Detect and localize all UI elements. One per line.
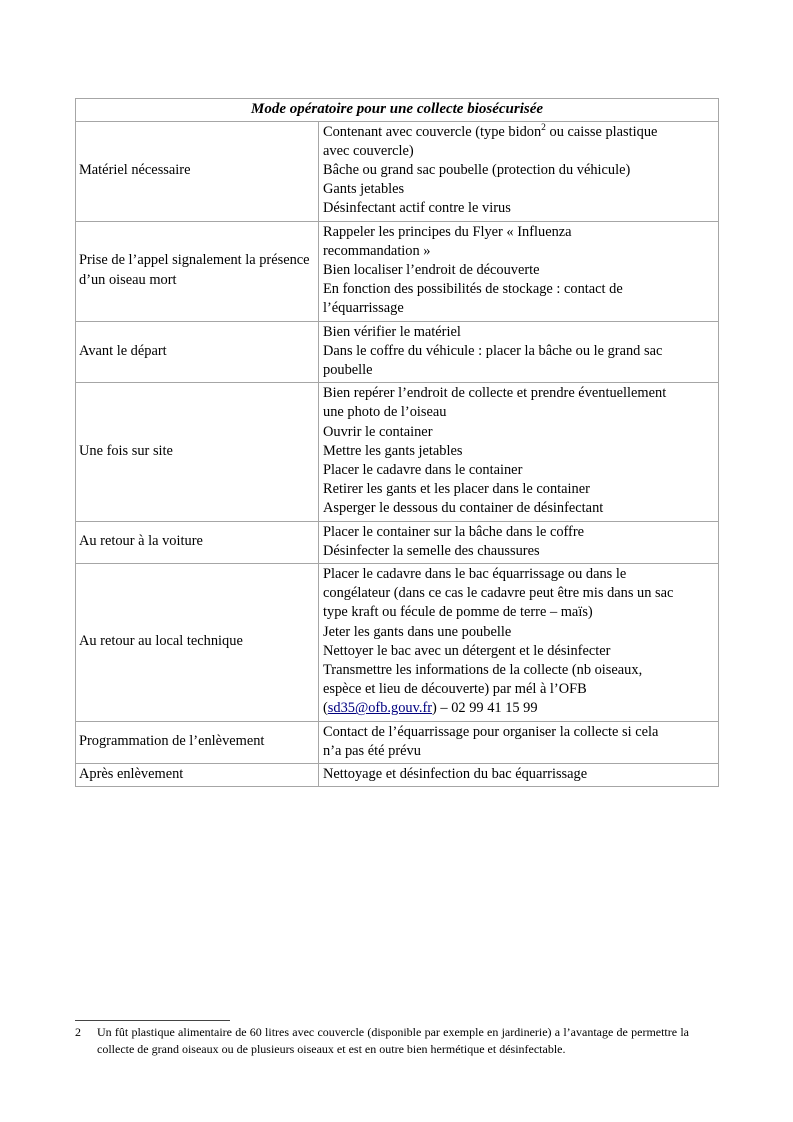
table-row [76,383,719,521]
content-line [323,384,714,403]
text-segment: congélateur (dans ce cas le cadavre peut être mis dans un sac [323,585,674,602]
step-label: Programmation de l’enlèvement [76,721,319,763]
table-row [76,721,719,763]
content-line [323,480,714,499]
text-segment: Bien localiser l’endroit de découverte [323,261,540,278]
text-segment: recommandation » [323,242,431,259]
text-segment: Placer le cadavre dans le bac équarrissage ou dans le [323,565,627,582]
step-label: Après enlèvement [76,764,319,787]
text-segment: En fonction des possibilités de stockage : contact de [323,281,623,298]
content-line [323,323,714,342]
table-row [76,121,719,221]
text-segment: Désinfectant actif contre le virus [323,200,511,217]
table-row [76,563,719,721]
text-segment: Contenant avec couvercle (type bidon [323,123,542,140]
content-line [323,765,714,784]
step-label: Une fois sur site [76,383,319,521]
step-content [319,764,719,787]
content-line [323,242,714,261]
text-segment: Rappeler les principes du Flyer « Influenza [323,223,572,240]
text-segment: Dans le coffre du véhicule : placer la bâche ou le grand sac [323,342,663,359]
text-segment: Désinfecter la semelle des chaussures [323,542,540,559]
content-line [323,142,714,161]
content-line [323,261,714,280]
text-segment: Bien repérer l’endroit de collecte et prendre éventuellement [323,385,667,402]
content-line [323,442,714,461]
text-segment: ( [323,700,328,717]
content-line [323,299,714,318]
text-segment: Placer le container sur la bâche dans le coffre [323,523,585,540]
content-line [323,361,714,380]
text-segment: Bâche ou grand sac poubelle (protection du véhicule) [323,161,631,178]
procedure-table-body [76,121,719,787]
content-line [323,223,714,242]
step-label: Matériel nécessaire [76,121,319,221]
footnote-reference: 2 [541,122,546,133]
text-segment: espèce et lieu de découverte) par mél à l’OFB [323,681,587,698]
content-line [323,699,714,718]
step-content [319,321,719,383]
text-segment: Retirer les gants et les placer dans le container [323,481,590,498]
text-segment: ou caisse plastique [545,123,658,140]
step-label: Au retour au local technique [76,563,319,721]
text-segment: Contact de l’équarrissage pour organiser la collecte si cela [323,723,659,740]
content-line [323,642,714,661]
text-segment: ) – 02 99 41 15 99 [432,700,538,717]
content-line [323,342,714,361]
table-row [76,221,719,321]
content-line [323,742,714,761]
content-line [323,180,714,199]
table-title-row [76,99,719,122]
content-line [323,723,714,742]
content-line [323,680,714,699]
table-row [76,321,719,383]
text-segment: Jeter les gants dans une poubelle [323,623,512,640]
text-segment: l’équarrissage [323,300,404,317]
text-segment: Bien vérifier le matériel [323,323,461,340]
content-line [323,123,714,142]
text-segment: Nettoyer le bac avec un détergent et le désinfecter [323,642,611,659]
text-segment: Placer le cadavre dans le container [323,461,523,478]
content-line [323,584,714,603]
procedure-table [75,98,719,787]
text-segment: poubelle [323,361,373,378]
table-title: Mode opératoire pour une collecte biosécurisée [76,99,719,122]
content-line [323,280,714,299]
step-label: Au retour à la voiture [76,521,319,563]
content-line [323,161,714,180]
text-segment: Gants jetables [323,181,405,198]
text-segment: avec couvercle) [323,142,414,159]
text-segment: Asperger le dessous du container de désinfectant [323,500,604,517]
footnote-body [75,1024,689,1057]
content-line [323,499,714,518]
step-content [319,563,719,721]
footnote-text: Un fût plastique alimentaire de 60 litres avec couvercle (disponible par exemple en jardinerie) a l’avantage de permettre la collecte de grand oiseaux ou de plusieurs oiseaux et est en outre bien hermétique et désinfectable. [97,1025,689,1056]
text-segment: Nettoyage et désinfection du bac équarrissage [323,766,588,782]
table-row [76,521,719,563]
footnote [75,1020,689,1057]
step-content [319,521,719,563]
email-link[interactable]: sd35@ofb.gouv.fr [327,700,433,717]
content-line [323,661,714,680]
step-content [319,383,719,521]
table-row [76,764,719,787]
content-line [323,423,714,442]
step-content [319,121,719,221]
step-content [319,221,719,321]
text-segment: Ouvrir le container [323,423,433,440]
text-segment: n’a pas été prévu [323,742,421,759]
text-segment: Transmettre les informations de la collecte (nb oiseaux, [323,661,643,678]
text-segment: une photo de l’oiseau [323,404,447,421]
content-line [323,565,714,584]
footnote-marker: 2 [75,1025,81,1039]
content-line [323,542,714,561]
content-line [323,403,714,422]
text-segment: type kraft ou fécule de pomme de terre – maïs) [323,604,593,621]
step-label: Prise de l’appel signalement la présence d’un oiseau mort [76,221,319,321]
step-label: Avant le départ [76,321,319,383]
content-line [323,523,714,542]
content-line [323,199,714,218]
content-line [323,623,714,642]
footnote-separator [75,1020,230,1021]
content-line [323,461,714,480]
text-segment: Mettre les gants jetables [323,442,463,459]
content-line [323,603,714,622]
step-content [319,721,719,763]
